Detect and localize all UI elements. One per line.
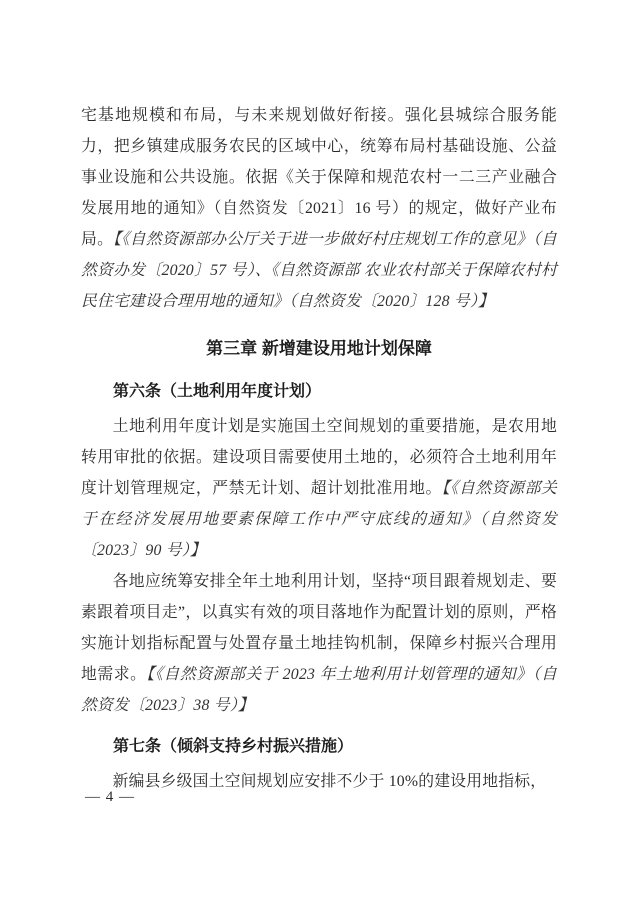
paragraph bbox=[81, 100, 557, 317]
paragraph bbox=[81, 766, 557, 797]
article-heading: 第六条（土地利用年度计划） bbox=[113, 383, 322, 400]
body-text: 宅基地规模和布局，与未来规划做好衔接。强化县城综合服务能力，把乡镇建成服务农民的区域中心，统筹布局村基础设施、公益事业设施和公共设施。依据《关于保障和规范农村一二三产业融合发展用地的通知》（自然资发〔2021〕16 号）的规定，做好产业布局。 bbox=[81, 107, 557, 248]
body-text: 各地应统筹安排全年土地利用计划，坚持“项目跟着规划走、要素跟着项目走”，以真实有效的项目落地作为配置计划的原则，严格实施计划指标配置与处置存量土地挂钩机制，保障乡村振兴合理用地需求。 bbox=[81, 573, 557, 683]
chapter-heading: 第三章 新增建设用地计划保障 bbox=[206, 339, 432, 358]
page-number: — 4 — bbox=[85, 789, 135, 805]
article-heading: 第七条（倾斜支持乡村振兴措施） bbox=[113, 738, 354, 755]
document-content bbox=[81, 100, 557, 797]
paragraph bbox=[81, 566, 557, 721]
citation-note: 【《自然资源部关于在经济发展用地要素保障工作中严守底线的通知》（自然资发〔2023〕90 号）】 bbox=[81, 480, 557, 559]
citation-note: 【《自然资源部关于 2023 年土地利用计划管理的通知》（自然资发〔2023〕38 号）】 bbox=[81, 666, 557, 714]
body-text: 土地利用年度计划是实施国土空间规划的重要措施，是农用地转用审批的依据。建设项目需要使用土地的，必须符合土地利用年度计划管理规定，严禁无计划、超计划批准用地。 bbox=[81, 418, 557, 497]
citation-note: 【《自然资源部办公厅关于进一步做好村庄规划工作的意见》（自然资办发〔2020〕57 号）、《自然资源部 农业农村部关于保障农村村民住宅建设合理用地的通知》（自然资发〔2020〕128 号）】 bbox=[81, 231, 557, 310]
paragraph bbox=[81, 411, 557, 566]
body-text: 新编县乡级国土空间规划应安排不少于 10%的建设用地指标， bbox=[112, 773, 547, 790]
